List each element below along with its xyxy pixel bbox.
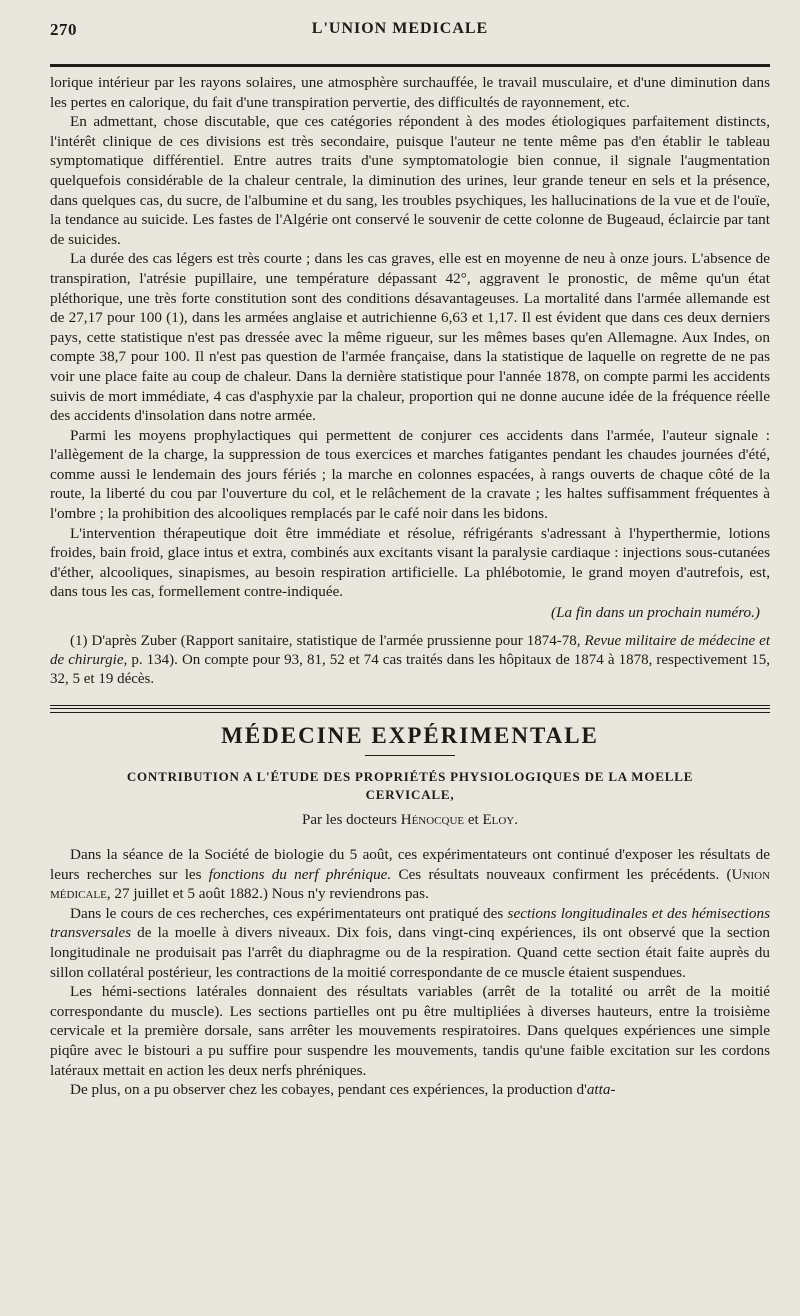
article-body (50, 73, 770, 602)
paragraph (50, 904, 770, 982)
footnote-text: p. 134). On compte pour 93, 81, 52 et 74 cas traités dans les hôpitaux de 1874 à 1878, respectivement 15, 32, 5 et 19 décès. (50, 652, 771, 688)
section-title: MÉDECINE EXPÉRIMENTALE (221, 723, 599, 749)
author-name: Hénocque (400, 812, 465, 829)
paragraph-text: Ces résultats nouveaux confirment les précédents. ( (398, 865, 732, 883)
to-be-continued-note: (La fin dans un prochain numéro.) (551, 604, 760, 622)
page-number: 270 (50, 20, 77, 39)
paragraph-text: , 27 juillet et 5 août 1882.) Nous n'y reviendrons pas. (106, 885, 429, 903)
paragraph: L'intervention thérapeutique doit être immédiate et résolue, réfrigérants s'adressant à l'hyperthermie, lotions froides, bain froid, glace intus et extra, combinés aux excitants visant la paralysie cardiaque : injections sous-cutanées d'éther, alcooliques, sinapismes, au besoin respiration artificielle. La phlébotomie, le grand moyen d'autrefois, est, dans tous les cas, formellement contre-indiquée. (50, 524, 770, 601)
paragraph-text: Dans le cours de ces recherches, ces expérimentateurs ont pratiqué des (70, 904, 504, 922)
author-name: Eloy. (482, 812, 518, 829)
footnote-journal-title: Revue militaire de médecine et de chirurgie, (50, 633, 771, 669)
paragraph-text: de la moelle à divers niveaux. Dix fois, dans vingt-cinq expériences, ils ont observé que la section longitudinale ne produisait pas l'arrêt du diaphragme ou de la respiration. Quand cette section était faite auprès du sillon collatéral postérieur, les contractions de la moitié correspondante de ce muscle étaient suspendues. (50, 924, 770, 981)
paragraph-text: De plus, on a pu observer chez les cobayes, pendant ces expériences, la production d' (70, 1081, 587, 1099)
footnote-text: (1) D'après Zuber (Rapport sanitaire, statistique de l'armée prussienne pour 1874-78, (70, 633, 581, 650)
paragraph: lorique intérieur par les rayons solaires, une atmosphère surchauffée, le travail musculaire, et d'une diminution dans les pertes en calorique, du fait d'une transpiration pervertie, des difficultés de rayonnement, etc. (50, 74, 770, 111)
section-divider (50, 705, 770, 713)
header-rule (50, 64, 770, 67)
authors-conjunction: et (467, 812, 479, 829)
paragraph-emphasis: sections longitudinales et des hémisections transversales (50, 904, 770, 942)
paragraph (50, 845, 770, 904)
authors-prefix: Par les docteurs (302, 812, 397, 829)
paragraph: En admettant, chose discutable, que ces catégories répondent à des modes étiologiques parfaitement distincts, l'intérêt clinique de ces divisions est très secondaire, puisque l'auteur ne tente même pas d'en établir le tableau symptomatique différentiel. Entre autres traits d'une symptomatologie bien connue, il signale l'augmentation quelquefois considérable de la chaleur centrale, la diminution des urines, leur grande teneur en sels et la présence, dans quelques cas, du sucre, de l'albumine et du sang, les troubles psychiques, les hallucinations de la vue et de l'ouïe, la tendance au suicide. Les fastes de l'Algérie ont conservé le souvenir de cette colonne de Bugeaud, éclaircie par tant de suicides. (50, 113, 770, 248)
paragraph-emphasis: atta- (586, 1081, 616, 1099)
article-authors (50, 812, 770, 829)
paragraph-emphasis: fonctions du nerf phrénique. (208, 865, 392, 883)
title-rule (365, 755, 455, 756)
journal-title: L'UNION MEDICALE (311, 20, 489, 37)
journal-reference: Union médicale (50, 865, 771, 903)
paragraph: Les hémi-sections latérales donnaient des résultats variables (arrêt de la totalité ou arrêt de la moitié correspondante du muscle). Les sections partielles ont pu être multipliées à diverses hauteurs, entre la troisième cervicale et la première dorsale, sans arrêter les mouvements respiratoires. Dans quelques expériences une simple piqûre avec le bistouri a pu suffire pour suspendre les mouvements, tandis qu'une faible excitation sur les cordons latéraux mettait en action les deux nerfs phréniques. (50, 983, 770, 1079)
paragraph (50, 1080, 770, 1100)
paragraph: La durée des cas légers est très courte ; dans les cas graves, elle est en moyenne de neu à onze jours. L'absence de transpiration, l'atrésie pupillaire, une température dépassant 42°, aggravent le pronostic, de même qu'un état pléthorique, une très forte constitution sont des conditions désavantageuses. La mortalité dans l'armée allemande est de 27,17 pour 100 (1), dans les armées anglaise et autrichienne 6,63 et 1,17. Il est évident que dans ces deux derniers pays, cette statistique n'est pas dressée avec la même rigueur, sur les mêmes bases qu'en Allemagne. Aux Indes, on compte 38,7 pour 100. Il n'est pas question de l'armée française, dans la statistique de laquelle on regrette de ne pas voir une place faite au coup de chaleur. Dans la dernière statistique pour l'année 1878, on compte parmi les accidents suivis de mort immédiate, 4 cas d'asphyxie par la chaleur, proportion qui ne donne aucune idée de la fréquence réelle des accidents d'insolation dans notre armée. (50, 250, 770, 425)
footnote (50, 632, 770, 689)
paragraph: Parmi les moyens prophylactiques qui permettent de conjurer ces accidents dans l'armée, l'auteur signale : l'allègement de la charge, la suppression de tous exercices et marches fatigantes pendant les chaudes journées d'été, comme aussi le lendemain des jours fériés ; la marche en colonnes espacées, à rangs ouverts de chaque côté de la route, la liberté du cou par l'ouverture du col, et le relâchement de la cravate ; les haltes suffisamment fréquentes à l'ombre ; la prohibition des alcooliques remplacés par le café noir dans les bidons. (50, 426, 770, 523)
article-body (50, 845, 770, 1100)
paragraph-text: Dans la séance de la Société de biologie du 5 août, ces expérimentateurs ont continué d'exposer les résultats de leurs recherches sur les (50, 846, 770, 883)
article-title: CONTRIBUTION A L'ÉTUDE DES PROPRIÉTÉS PHYSIOLOGIQUES DE LA MOELLE CERVICALE, (126, 769, 694, 803)
